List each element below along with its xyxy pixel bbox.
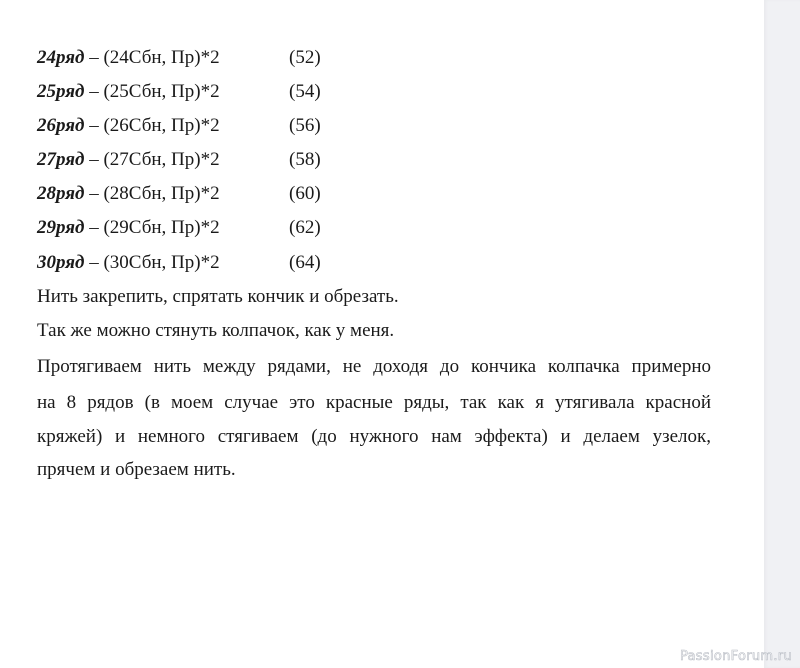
pattern-row bbox=[37, 147, 321, 173]
row-instruction: – (28Сбн, Пр)*2 bbox=[84, 183, 220, 204]
paragraph-instructions-line: Протягиваем нить между рядами, не доходя до кончика колпачка примерно bbox=[37, 356, 711, 377]
row-label: 29ряд bbox=[37, 217, 85, 238]
row-instruction: – (30Сбн, Пр)*2 bbox=[84, 252, 220, 273]
watermark: PassionForum.ru bbox=[679, 649, 792, 664]
row-label: 26ряд bbox=[37, 115, 85, 136]
row-instruction: – (24Сбн, Пр)*2 bbox=[84, 47, 220, 68]
pattern-row bbox=[37, 181, 321, 207]
paragraph-instructions-line: прячем и обрезаем нить. bbox=[37, 459, 236, 480]
row-stitch-count: (58) bbox=[289, 149, 321, 170]
row-stitch-count: (56) bbox=[289, 115, 321, 136]
row-stitch-count: (60) bbox=[289, 183, 321, 204]
pattern-row bbox=[37, 215, 321, 241]
row-instruction: – (25Сбн, Пр)*2 bbox=[84, 81, 220, 102]
row-stitch-count: (52) bbox=[289, 47, 321, 68]
pattern-row bbox=[37, 113, 321, 139]
row-stitch-count: (54) bbox=[289, 81, 321, 102]
row-instruction: – (29Сбн, Пр)*2 bbox=[84, 217, 220, 238]
row-label: 30ряд bbox=[37, 252, 85, 273]
pattern-row bbox=[37, 250, 321, 276]
paragraph-instructions-line: кряжей) и немного стягиваем (до нужного нам эффекта) и делаем узелок, bbox=[37, 426, 711, 447]
paragraph-instructions-line: на 8 рядов (в моем случае это красные ряды, так как я утягивала красной bbox=[37, 392, 711, 413]
row-instruction: – (26Сбн, Пр)*2 bbox=[84, 115, 220, 136]
row-label: 24ряд bbox=[37, 47, 85, 68]
side-margin-strip bbox=[764, 0, 800, 668]
row-stitch-count: (62) bbox=[289, 217, 321, 238]
row-label: 27ряд bbox=[37, 149, 85, 170]
row-instruction: – (27Сбн, Пр)*2 bbox=[84, 149, 220, 170]
row-label: 25ряд bbox=[37, 81, 85, 102]
paragraph-tighten: Так же можно стянуть колпачок, как у меня. bbox=[37, 320, 395, 341]
row-stitch-count: (64) bbox=[289, 252, 321, 273]
paragraph-finish: Нить закрепить, спрятать кончик и обрезать. bbox=[37, 286, 399, 307]
row-label: 28ряд bbox=[37, 183, 85, 204]
pattern-row bbox=[37, 45, 321, 71]
pattern-row bbox=[37, 79, 321, 105]
